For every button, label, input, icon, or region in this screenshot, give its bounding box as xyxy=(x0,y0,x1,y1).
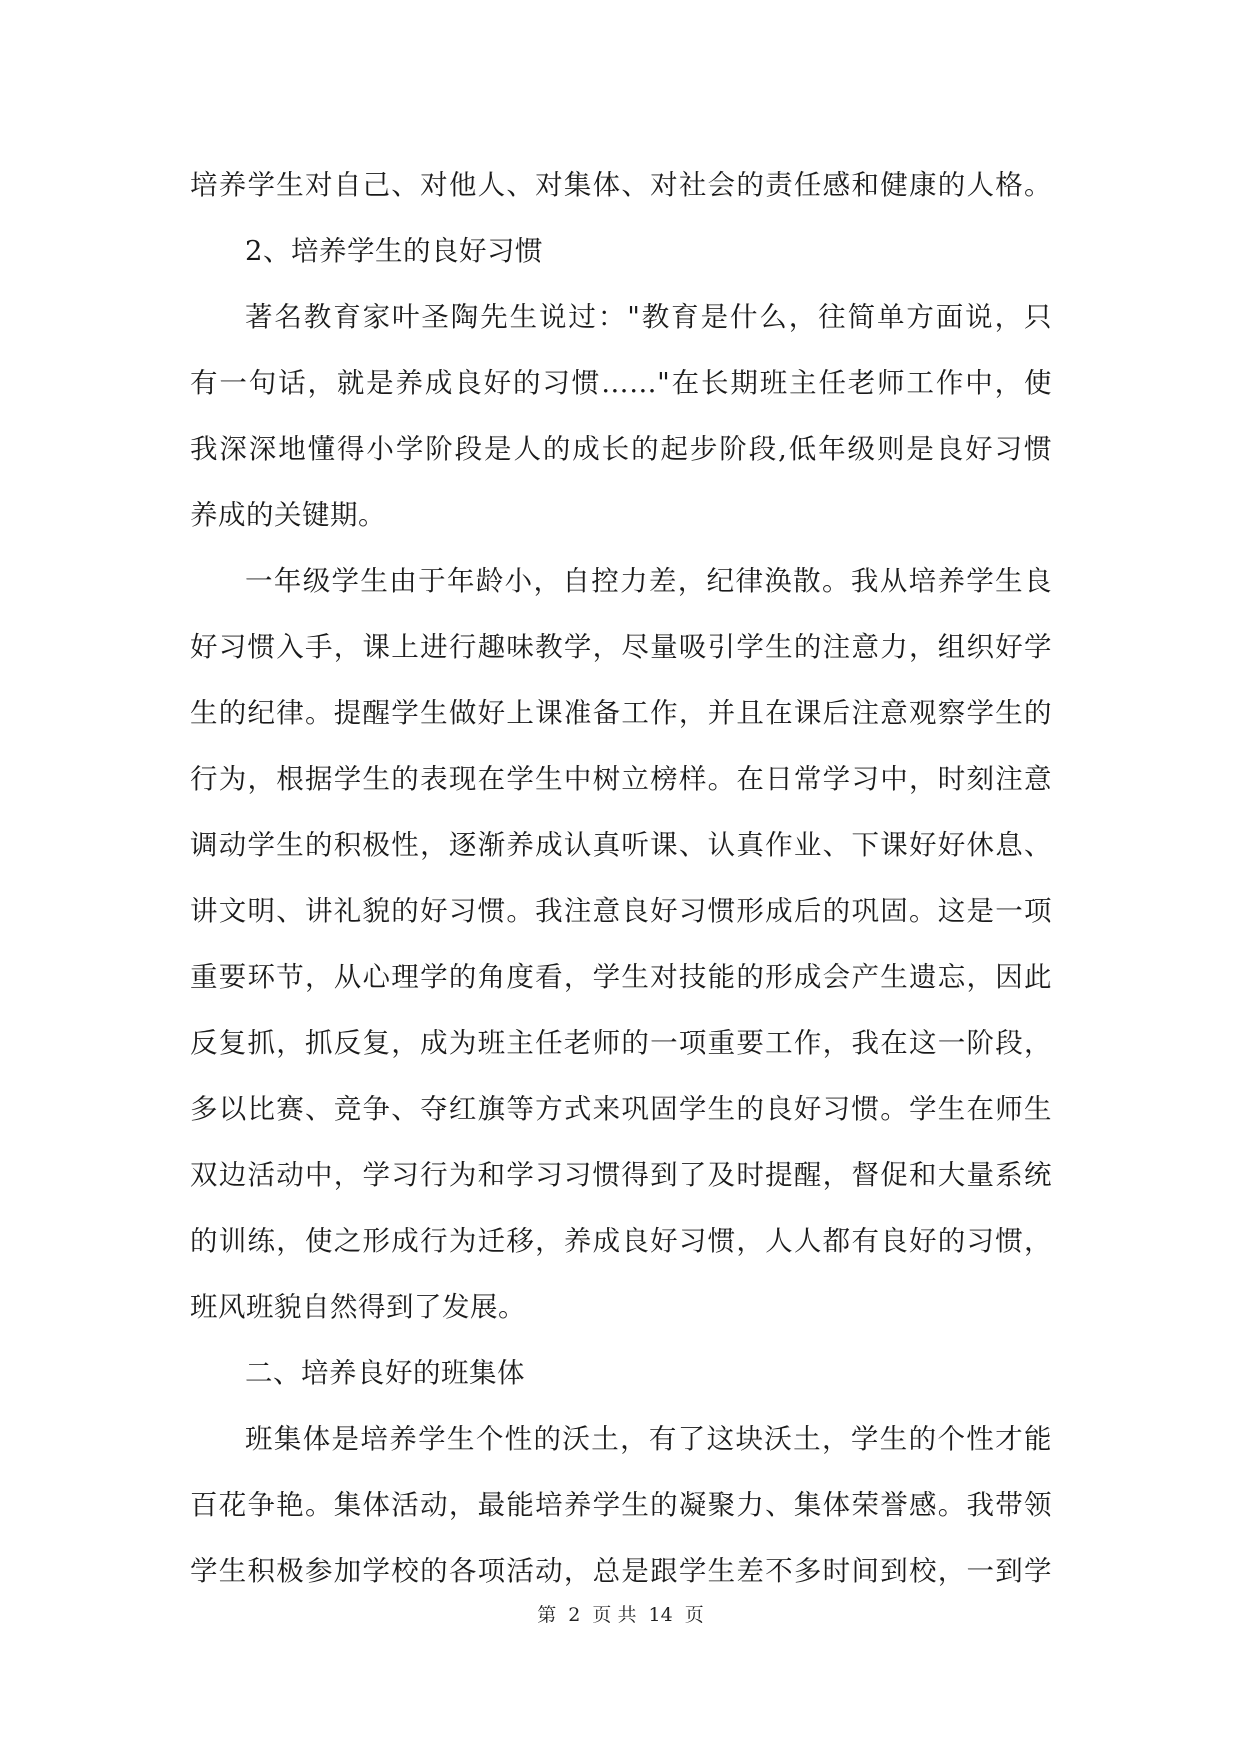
text-line: 学生积极参加学校的各项活动，总是跟学生差不多时间到校，一到学 xyxy=(190,1555,1052,1587)
text-line: 一年级学生由于年龄小，自控力差，纪律涣散。我从培养学生良 xyxy=(245,565,1052,597)
footer-page-number: 2 xyxy=(568,1604,581,1626)
text-line: 的训练，使之形成行为迁移，养成良好习惯，人人都有良好的习惯， xyxy=(190,1225,1052,1257)
text-line: 培养学生对自己、对他人、对集体、对社会的责任感和健康的人格。 xyxy=(190,169,1052,201)
text-line: 重要环节，从心理学的角度看，学生对技能的形成会产生遗忘，因此 xyxy=(190,961,1052,993)
text-line: 调动学生的积极性，逐渐养成认真听课、认真作业、下课好好休息、 xyxy=(190,829,1052,861)
text-line: 好习惯入手，课上进行趣味教学，尽量吸引学生的注意力，组织好学 xyxy=(190,631,1052,663)
text-line: 班集体是培养学生个性的沃土，有了这块沃土，学生的个性才能 xyxy=(245,1423,1052,1455)
footer-suffix: 页 xyxy=(684,1604,704,1626)
body-text xyxy=(190,152,1052,1604)
text-line: 讲文明、讲礼貌的好习惯。我注意良好习惯形成后的巩固。这是一项 xyxy=(190,895,1052,927)
text-line: 养成的关键期。 xyxy=(190,499,386,531)
footer-prefix: 第 xyxy=(537,1604,557,1626)
footer-total-pages: 14 xyxy=(648,1604,673,1626)
text-line: 我深深地懂得小学阶段是人的成长的起步阶段,低年级则是良好习惯 xyxy=(190,433,1052,465)
text-line: 二、培养良好的班集体 xyxy=(245,1357,525,1389)
text-line: 百花争艳。集体活动，最能培养学生的凝聚力、集体荣誉感。我带领 xyxy=(190,1489,1052,1521)
text-line: 行为，根据学生的表现在学生中树立榜样。在日常学习中，时刻注意 xyxy=(190,763,1052,795)
page-footer xyxy=(0,1600,1241,1627)
text-line: 生的纪律。提醒学生做好上课准备工作，并且在课后注意观察学生的 xyxy=(190,697,1052,729)
text-line: 班风班貌自然得到了发展。 xyxy=(190,1291,526,1323)
text-line: 双边活动中，学习行为和学习习惯得到了及时提醒，督促和大量系统 xyxy=(190,1159,1052,1191)
footer-middle: 页 共 xyxy=(592,1604,637,1626)
text-line: 多以比赛、竞争、夺红旗等方式来巩固学生的良好习惯。学生在师生 xyxy=(190,1093,1052,1125)
text-line: 2、培养学生的良好习惯 xyxy=(245,235,543,267)
text-line: 著名教育家叶圣陶先生说过："教育是什么，往简单方面说，只 xyxy=(245,301,1052,333)
text-line: 反复抓，抓反复，成为班主任老师的一项重要工作，我在这一阶段， xyxy=(190,1027,1052,1059)
text-line: 有一句话，就是养成良好的习惯……"在长期班主任老师工作中，使 xyxy=(190,367,1052,399)
